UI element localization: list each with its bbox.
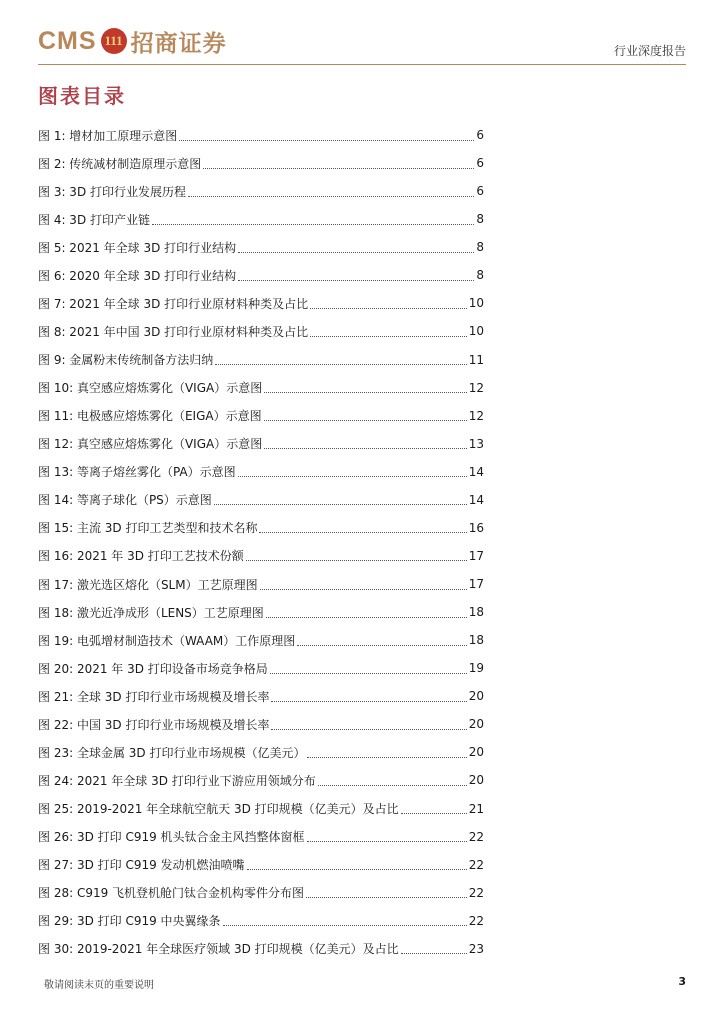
toc-entry-label: 图 9: 金属粉末传统制备方法归纳 <box>38 353 214 368</box>
toc-entry-page: 6 <box>476 184 484 199</box>
toc-leader-dots <box>238 242 474 253</box>
toc-entry-page: 8 <box>476 240 484 255</box>
toc-entry-label: 图 18: 激光近净成形（LENS）工艺原理图 <box>38 605 264 620</box>
toc-entry-label: 图 19: 电弧增材制造技术（WAAM）工作原理图 <box>38 633 296 648</box>
toc-entry-label: 图 14: 等离子球化（PS）示意图 <box>38 493 212 508</box>
toc-entry[interactable] <box>38 149 484 177</box>
toc-leader-dots <box>310 326 467 337</box>
toc-leader-dots <box>401 803 467 814</box>
toc-entry-label: 图 7: 2021 年全球 3D 打印行业原材料种类及占比 <box>38 296 309 311</box>
toc-entry-page: 8 <box>476 268 484 283</box>
toc-entry[interactable] <box>38 121 484 149</box>
toc-entry-label: 图 21: 全球 3D 打印行业市场规模及增长率 <box>38 689 270 704</box>
toc-title: 图表目录 <box>38 84 126 108</box>
toc-entry[interactable] <box>38 402 484 430</box>
toc-leader-dots <box>152 214 474 225</box>
toc-entry-page: 12 <box>468 408 484 423</box>
toc-entry[interactable] <box>38 795 484 823</box>
toc-entry-label: 图 6: 2020 年全球 3D 打印行业结构 <box>38 268 237 283</box>
toc-leader-dots <box>401 943 467 954</box>
toc-leader-dots <box>266 607 467 618</box>
toc-entry-page: 19 <box>468 661 484 676</box>
toc-entry-page: 10 <box>468 296 484 311</box>
toc-entry-page: 22 <box>468 885 484 900</box>
toc-leader-dots <box>307 747 466 758</box>
toc-entry[interactable] <box>38 430 484 458</box>
toc-entry-page: 21 <box>468 801 484 816</box>
toc-leader-dots <box>264 410 467 421</box>
toc-entry-label: 图 8: 2021 年中国 3D 打印行业原材料种类及占比 <box>38 324 309 339</box>
toc-entry-page: 20 <box>468 745 484 760</box>
toc-entry-page: 22 <box>468 829 484 844</box>
toc-entry-page: 14 <box>468 492 484 507</box>
toc-entry-label: 图 11: 电极感应熔炼雾化（EIGA）示意图 <box>38 409 262 424</box>
toc-leader-dots <box>271 719 466 730</box>
toc-entry[interactable] <box>38 570 484 598</box>
toc-leader-dots <box>310 298 467 309</box>
toc-entry[interactable] <box>38 710 484 738</box>
toc-leader-dots <box>264 382 467 393</box>
toc-leader-dots <box>264 438 467 449</box>
toc-leader-dots <box>318 775 467 786</box>
toc-entry-label: 图 13: 等离子熔丝雾化（PA）示意图 <box>38 465 236 480</box>
toc-entry[interactable] <box>38 289 484 317</box>
toc-leader-dots <box>307 831 467 842</box>
toc-entry-label: 图 20: 2021 年 3D 打印设备市场竞争格局 <box>38 661 268 676</box>
toc-leader-dots <box>246 550 467 561</box>
toc-entry-page: 20 <box>468 689 484 704</box>
toc-entry-label: 图 12: 真空感应熔炼雾化（VIGA）示意图 <box>38 437 263 452</box>
toc-entry[interactable] <box>38 374 484 402</box>
logo-mark-icon: 111 <box>101 28 127 54</box>
toc-entry[interactable] <box>38 458 484 486</box>
toc-entry-page: 22 <box>468 913 484 928</box>
toc-entry[interactable] <box>38 626 484 654</box>
toc-entry-label: 图 4: 3D 打印产业链 <box>38 212 150 227</box>
report-type-label: 行业深度报告 <box>613 44 686 58</box>
toc-leader-dots <box>238 270 474 281</box>
header-divider <box>38 64 686 65</box>
toc-entry[interactable] <box>38 486 484 514</box>
toc-entry[interactable] <box>38 738 484 766</box>
toc-entry[interactable] <box>38 542 484 570</box>
toc-entry[interactable] <box>38 654 484 682</box>
toc-entry[interactable] <box>38 177 484 205</box>
page-number: 3 <box>678 975 686 988</box>
toc-entry-page: 20 <box>468 717 484 732</box>
toc-entry[interactable] <box>38 935 484 963</box>
toc-leader-dots <box>223 915 467 926</box>
toc-entry-label: 图 16: 2021 年 3D 打印工艺技术份额 <box>38 549 244 564</box>
toc-entry-page: 10 <box>468 324 484 339</box>
toc-entry-label: 图 5: 2021 年全球 3D 打印行业结构 <box>38 240 237 255</box>
toc-entry[interactable] <box>38 261 484 289</box>
toc-entry[interactable] <box>38 598 484 626</box>
toc-leader-dots <box>306 887 467 898</box>
toc-entry-label: 图 22: 中国 3D 打印行业市场规模及增长率 <box>38 717 270 732</box>
toc-entry-label: 图 15: 主流 3D 打印工艺类型和技术名称 <box>38 521 258 536</box>
toc-leader-dots <box>238 466 467 477</box>
toc-entry[interactable] <box>38 879 484 907</box>
toc-entry-page: 17 <box>468 548 484 563</box>
cms-logo <box>38 26 227 56</box>
footer-disclaimer: 敬请阅读末页的重要说明 <box>44 980 154 991</box>
toc-leader-dots <box>260 579 467 590</box>
toc-entry-page: 13 <box>468 436 484 451</box>
toc-entry[interactable] <box>38 346 484 374</box>
toc-entry[interactable] <box>38 317 484 345</box>
toc-leader-dots <box>179 130 474 141</box>
toc-entry-page: 6 <box>476 128 484 143</box>
toc-entry-page: 14 <box>468 464 484 479</box>
toc-entry-page: 17 <box>468 577 484 592</box>
toc-entry-label: 图 23: 全球金属 3D 打印行业市场规模（亿美元） <box>38 745 306 760</box>
toc-leader-dots <box>188 186 474 197</box>
toc-entry[interactable] <box>38 233 484 261</box>
page-header <box>0 0 724 68</box>
toc-leader-dots <box>215 354 466 365</box>
toc-entry-page: 18 <box>468 633 484 648</box>
logo-text: CMS <box>38 26 97 55</box>
toc-entry[interactable] <box>38 682 484 710</box>
toc-entry[interactable] <box>38 514 484 542</box>
toc-entry[interactable] <box>38 907 484 935</box>
toc-entry-page: 11 <box>468 352 484 367</box>
toc-entry-label: 图 28: C919 飞机登机舱门钛合金机构零件分布图 <box>38 886 305 901</box>
toc-entry-page: 23 <box>468 941 484 956</box>
toc-leader-dots <box>270 663 467 674</box>
toc-leader-dots <box>203 158 474 169</box>
toc-leader-dots <box>214 494 467 505</box>
toc-entry-label: 图 27: 3D 打印 C919 发动机燃油喷嘴 <box>38 858 245 873</box>
toc-entry-page: 6 <box>476 156 484 171</box>
toc-leader-dots <box>247 859 467 870</box>
toc-entry-label: 图 3: 3D 打印行业发展历程 <box>38 184 186 199</box>
toc-entry[interactable] <box>38 823 484 851</box>
logo-chinese-name: 招商证券 <box>130 30 227 57</box>
toc-entry-page: 22 <box>468 857 484 872</box>
toc-entry-label: 图 10: 真空感应熔炼雾化（VIGA）示意图 <box>38 381 263 396</box>
toc-leader-dots <box>259 522 466 533</box>
toc-entry-label: 图 24: 2021 年全球 3D 打印行业下游应用领域分布 <box>38 773 316 788</box>
toc-entry-label: 图 17: 激光选区熔化（SLM）工艺原理图 <box>38 577 258 592</box>
toc-entry[interactable] <box>38 766 484 794</box>
toc-entry-page: 18 <box>468 605 484 620</box>
toc-entry[interactable] <box>38 205 484 233</box>
toc-entry-page: 12 <box>468 380 484 395</box>
toc-entry-label: 图 25: 2019-2021 年全球航空航天 3D 打印规模（亿美元）及占比 <box>38 802 399 817</box>
toc-leader-dots <box>271 691 466 702</box>
toc-entry[interactable] <box>38 851 484 879</box>
toc-entry-label: 图 1: 增材加工原理示意图 <box>38 128 178 143</box>
toc-entry-label: 图 29: 3D 打印 C919 中央翼缘条 <box>38 914 221 929</box>
toc-entry-label: 图 26: 3D 打印 C919 机头钛合金主风挡整体窗框 <box>38 830 305 845</box>
toc-entry-page: 8 <box>476 212 484 227</box>
toc-leader-dots <box>297 635 466 646</box>
toc-entry-page: 20 <box>468 773 484 788</box>
toc-entry-page: 16 <box>468 520 484 535</box>
toc-entry-label: 图 30: 2019-2021 年全球医疗领域 3D 打印规模（亿美元）及占比 <box>38 942 399 957</box>
toc-list <box>38 121 484 963</box>
toc-entry-label: 图 2: 传统减材制造原理示意图 <box>38 156 202 171</box>
